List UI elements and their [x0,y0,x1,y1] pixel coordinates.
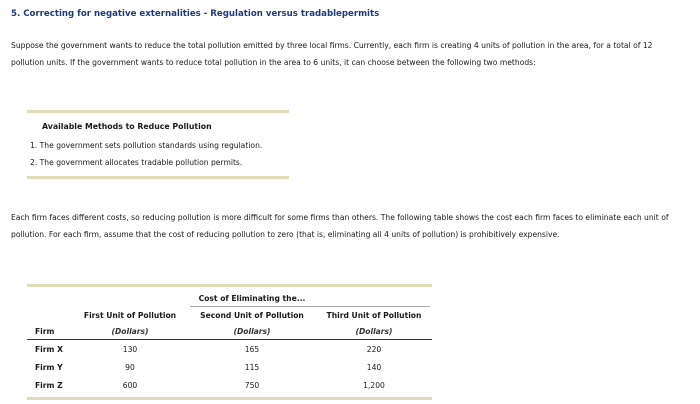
intro-paragraph: Suppose the government wants to reduce the total pollution emitted by three local firms. Currently, each firm is creating 4 units of pollution in the area, for a total of 12 pollution units. If the government wants to reduce total pollution in the area to 6 units, it can choose between the following two methods: [11,41,653,67]
method-item: 1. The government sets pollution standards using regulation. [30,141,263,150]
col-header-third: Third Unit of Pollution [326,311,422,320]
table-cell: 90 [125,363,135,372]
table-header-rule [27,339,432,340]
methods-box-bottom-rule [27,176,289,179]
table-cell: 1,200 [363,381,385,390]
table-row-firm: Firm Y [35,363,63,372]
table-row-firm: Firm X [35,345,63,354]
page-title: 5. Correcting for negative externalities - Regulation versus tradablepermits [11,9,380,19]
col-unit-first: (Dollars) [111,327,149,336]
table-bottom-rule [27,397,432,400]
cost-paragraph: Each firm faces different costs, so reducing pollution is more difficult for some firms than others. The following table shows the cost each firm faces to eliminate each unit of pollution. For each firm, assume that the cost of reducing pollution to zero (that is, eliminating all 4 units of pollution) is prohibitively expensive. [11,213,669,239]
table-cell: 165 [244,345,260,354]
row-header-firm: Firm [35,327,55,336]
table-cell: 220 [366,345,382,354]
table-cell: 130 [122,345,138,354]
group-header-underline [190,306,430,307]
table-group-header: Cost of Eliminating the... [198,294,306,303]
col-unit-third: (Dollars) [355,327,393,336]
table-cell: 750 [244,381,260,390]
table-cell: 140 [366,363,382,372]
col-unit-second: (Dollars) [233,327,271,336]
table-row-firm: Firm Z [35,381,63,390]
methods-box-top-rule [27,110,289,113]
col-header-second: Second Unit of Pollution [200,311,304,320]
table-cell: 600 [122,381,138,390]
table-top-rule [27,284,432,287]
col-header-first: First Unit of Pollution [83,311,177,320]
method-item: 2. The government allocates tradable pollution permits. [30,158,243,167]
table-cell: 115 [244,363,260,372]
methods-box-heading: Available Methods to Reduce Pollution [42,122,212,131]
